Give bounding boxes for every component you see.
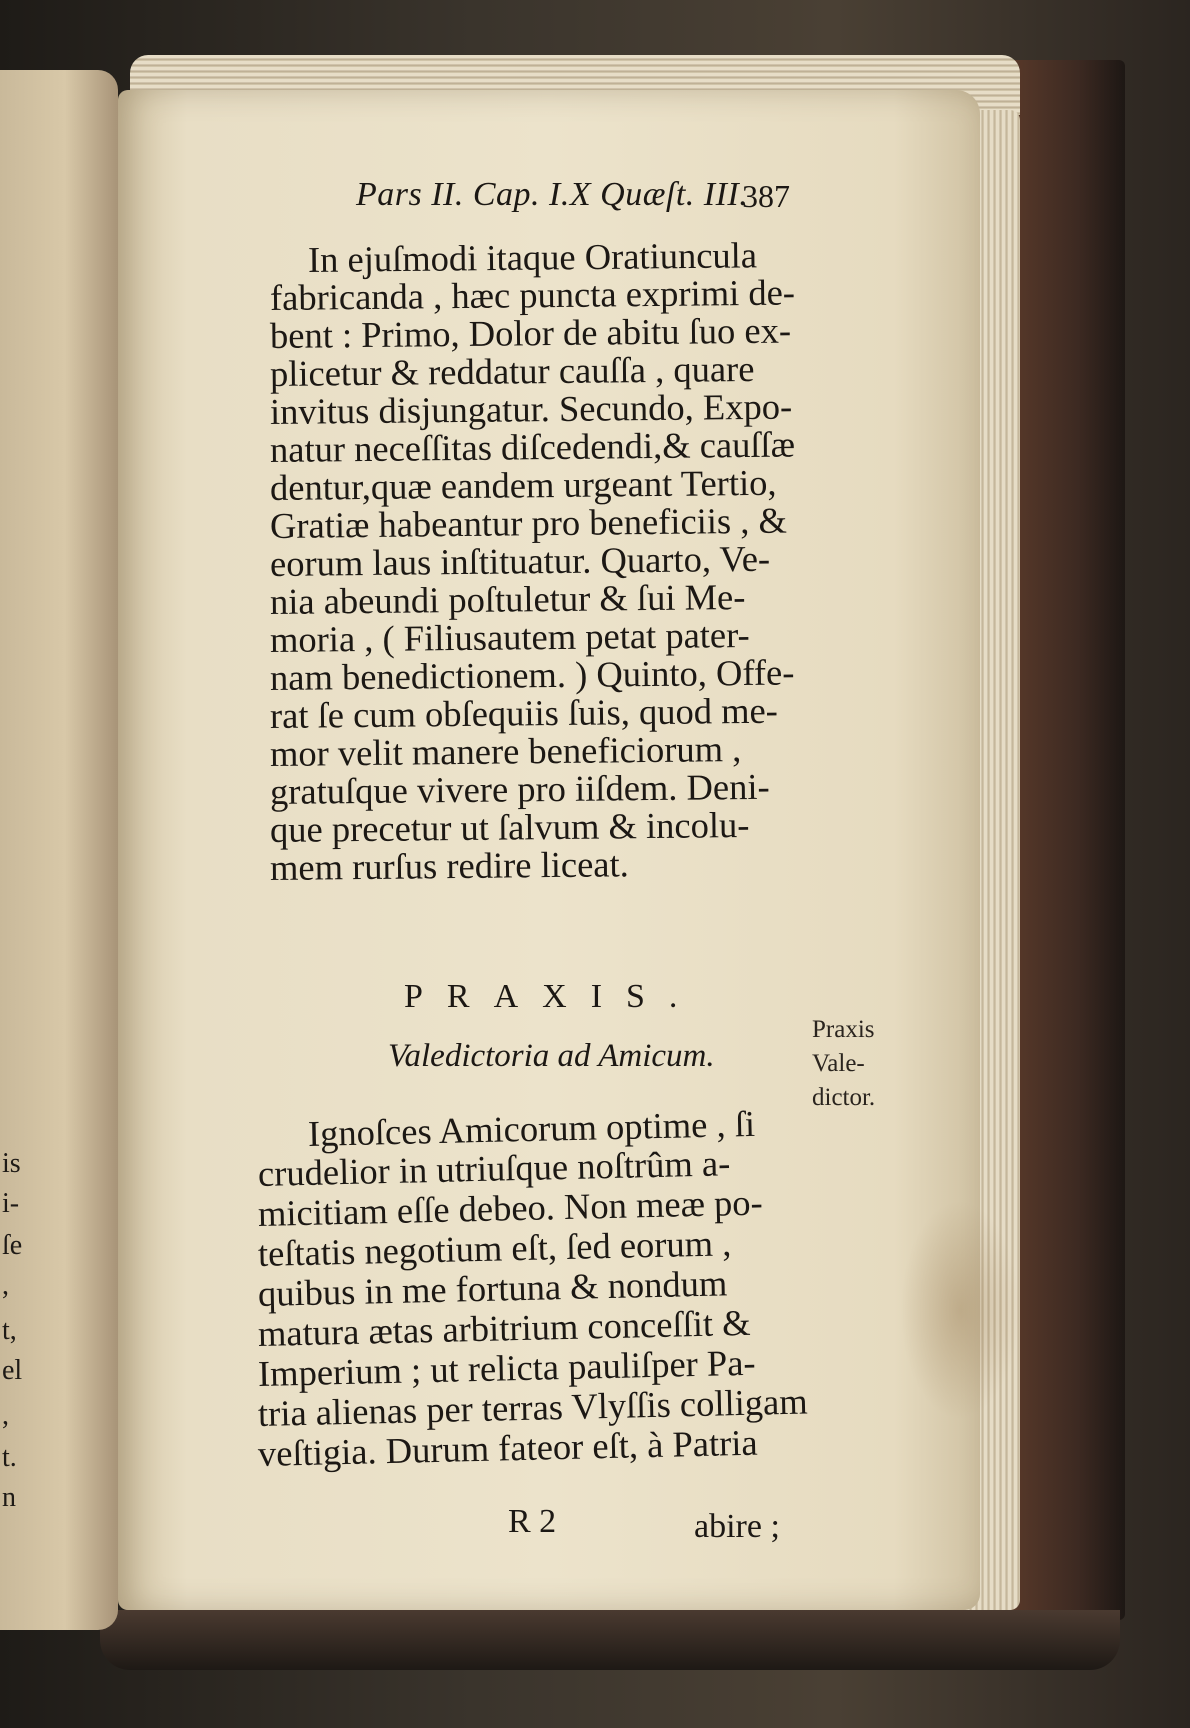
page-number: 387 [742, 178, 790, 214]
text-line: fabricanda , hæc puncta exprimi de- [269, 271, 796, 318]
text-line: Ignoſces Amicorum optime , ſi [307, 1102, 756, 1154]
catchword: abire ; [694, 1508, 780, 1545]
text-line: invitus disjungatur. Secundo, Expo- [269, 385, 793, 432]
text-line: tria alienas per terras Vlyſſis colligam [257, 1380, 809, 1434]
text-line: nia abeundi poſtuletur & ſui Me- [269, 576, 746, 622]
left-page-fragment: t, [2, 1315, 17, 1346]
text-line: natur neceſſitas diſcedendi,& cauſſæ [269, 423, 796, 470]
section-heading: PRAXIS. [404, 978, 702, 1015]
text-line: bent : Primo, Dolor de abitu ſuo ex- [269, 309, 792, 356]
text-line: Gratiæ habeantur pro beneficiis , & [269, 499, 788, 546]
running-title: Pars II. Cap. I.X Quæſt. III. [356, 176, 749, 213]
text-line: nam benedictionem. ) Quinto, Offe- [269, 651, 795, 698]
margin-note-line: Vale- [812, 1050, 865, 1077]
left-page-fragment: is [2, 1148, 21, 1179]
text-line: rat ſe cum obſequiis ſuis, quod me- [269, 689, 779, 736]
text-line: quibus in me fortuna & nondum [257, 1262, 728, 1314]
text-line: Imperium ; ut relicta pauliſper Pa- [257, 1341, 756, 1394]
water-stain [900, 1200, 1020, 1420]
text-line: teſtatis negotium eſt, ſed eorum , [257, 1222, 732, 1274]
text-line: moria , ( Filiusautem petat pater- [269, 613, 750, 660]
text-line: veſtigia. Durum fateor eſt, à Patria [257, 1421, 759, 1474]
section-subheading: Valedictoria ad Amicum. [388, 1038, 715, 1074]
left-page-fragment: n [2, 1482, 16, 1513]
book-cover-right [1005, 60, 1125, 1620]
text-line: plicetur & reddatur cauſſa , quare [269, 347, 755, 394]
left-page-fragment: t. [2, 1442, 17, 1473]
margin-note-line: dictor. [812, 1084, 876, 1111]
left-page [0, 70, 118, 1630]
text-line: dentur,quæ eandem urgeant Tertio, [269, 461, 777, 508]
text-line: eorum laus inſtituatur. Quarto, Ve- [269, 537, 771, 584]
text-line: mor velit manere beneficiorum , [269, 728, 742, 774]
text-line: que precetur ut ſalvum & incolu- [269, 803, 750, 850]
text-line: mem rurſus redire liceat. [269, 843, 629, 888]
text-line: crudelior in utriuſque noſtrûm a- [257, 1142, 731, 1194]
book-cover-bottom [100, 1610, 1120, 1670]
text-line: micitiam eſſe debeo. Non meæ po- [257, 1181, 764, 1234]
text-line: In ejuſmodi itaque Oratiuncula [307, 234, 758, 280]
left-page-fragment: , [2, 1270, 9, 1301]
left-page-fragment: i- [2, 1188, 20, 1219]
left-page-fragment: ſe [2, 1230, 23, 1261]
margin-note-line: Praxis [812, 1016, 875, 1043]
left-page-fragment: , [2, 1400, 9, 1431]
signature-mark: R 2 [508, 1503, 557, 1540]
text-line: gratuſque vivere pro iiſdem. Deni- [269, 765, 770, 812]
left-page-fragment: el [2, 1355, 23, 1386]
text-line: matura ætas arbitrium conceſſit & [257, 1301, 751, 1354]
